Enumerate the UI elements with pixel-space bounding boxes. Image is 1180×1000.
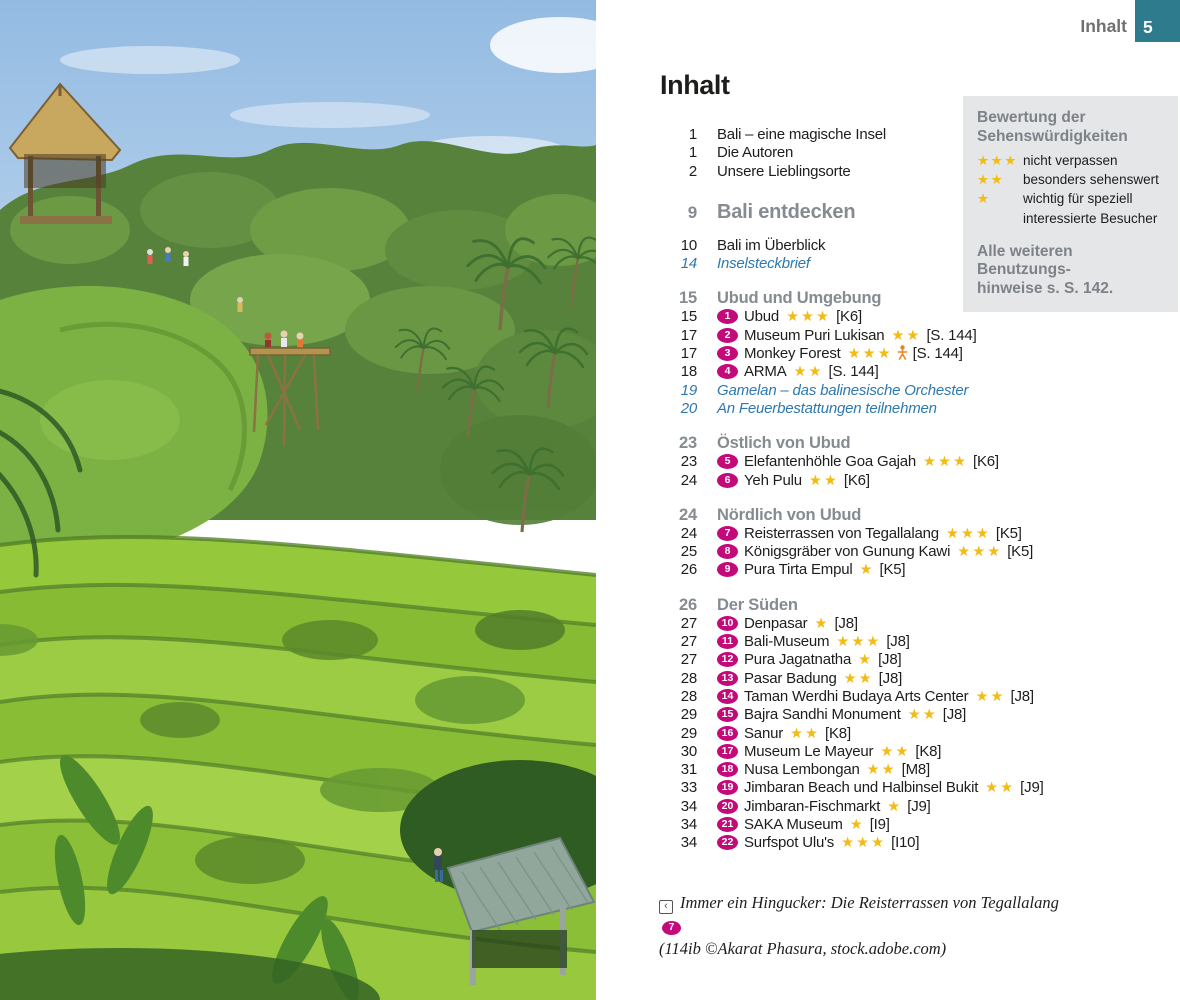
entry-title: Reisterrassen von Tegallalang [744, 524, 939, 542]
map-grid-reference: [J8] [886, 633, 910, 651]
entry-page-number: 10 [680, 236, 697, 254]
star-rating: ★ [859, 562, 875, 579]
caption-text: Immer ein Hingucker: Die Reisterrassen von Tegallalang [680, 893, 1059, 912]
map-number-badge: 10 [717, 616, 738, 631]
toc-section-heading [660, 596, 1005, 615]
star-rating: ★★ [790, 725, 821, 742]
entry-title: Monkey Forest [744, 345, 841, 363]
map-grid-reference: [K8] [915, 742, 942, 760]
entry-page-number: 31 [680, 761, 697, 779]
toc-entry [660, 651, 1005, 669]
entry-title: SAKA Museum [744, 816, 843, 834]
photo-caption [659, 891, 1079, 960]
star-rating: ★★ [907, 707, 938, 724]
entry-title: Jimbaran Beach und Halbinsel Bukit [744, 779, 979, 797]
caption-line [659, 891, 1079, 937]
entry-page-number: 28 [680, 687, 697, 705]
toc-entry [660, 327, 1005, 345]
rating-label: wichtig für speziell interessierte Besucher [1023, 191, 1158, 226]
rating-legend-box [963, 96, 1178, 312]
star-rating: ★ [849, 817, 865, 834]
toc-entry [660, 453, 1005, 471]
map-number-badge: 3 [717, 346, 738, 361]
rating-title-line: Sehenswürdigkeiten [977, 127, 1128, 145]
toc-entry [660, 779, 1044, 797]
entry-page-number: 28 [680, 669, 697, 687]
map-grid-reference: [M8] [901, 761, 930, 779]
entry-title: Bali-Museum [744, 633, 830, 651]
entry-title: Pasar Badung [744, 669, 837, 687]
entry-page-number: 34 [680, 834, 697, 852]
rating-legend-title [977, 109, 1165, 146]
entry-page-number: 1 [688, 144, 697, 162]
entry-title: Königsgräber von Gunung Kawi [744, 543, 951, 561]
map-number-badge: 20 [717, 799, 738, 814]
rating-legend-rows [977, 151, 1165, 228]
person-icon [897, 345, 908, 360]
section-page-number: 9 [687, 202, 697, 222]
map-number-badge: 11 [717, 634, 738, 649]
map-number-badge: 14 [717, 689, 738, 704]
entry-page-number: 23 [680, 453, 697, 471]
star-rating: ★★★ [923, 454, 968, 471]
toc-entry [660, 237, 1005, 255]
toc-section-heading [660, 434, 1005, 453]
map-grid-reference: [J8] [878, 651, 902, 669]
map-grid-reference: [J8] [834, 614, 858, 632]
map-number-badge: 21 [717, 817, 738, 832]
star-rating: ★ [887, 798, 903, 815]
entry-title: Nusa Lembongan [744, 761, 860, 779]
star-rating: ★★ [977, 172, 1005, 188]
toc-entry [660, 126, 1005, 144]
toc-section-heading [660, 202, 1005, 223]
toc-entry [660, 345, 1005, 363]
map-grid-reference: [J8] [942, 706, 967, 724]
entry-page-number: 17 [680, 326, 697, 344]
section-title: Der Süden [717, 595, 798, 614]
star-rating: ★★★ [841, 835, 887, 852]
entry-page-number: 17 [680, 345, 697, 363]
map-grid-reference: [K6] [973, 453, 999, 471]
entry-page-number: 2 [688, 162, 697, 180]
toc-entry [660, 816, 1005, 834]
section-page-number: 24 [679, 505, 697, 524]
page-number-tab [1135, 0, 1180, 42]
toc-entry [660, 163, 1005, 181]
toc-entry [660, 144, 1005, 162]
toc-entry [660, 743, 1005, 761]
entry-page-number: 34 [680, 797, 697, 815]
toc-section-heading [660, 289, 1005, 308]
star-rating: ★★★ [945, 525, 991, 542]
entry-page-number: 26 [680, 561, 697, 579]
entry-title: Denpasar [744, 614, 808, 632]
map-grid-reference: [J8] [878, 669, 903, 687]
star-rating: ★★ [793, 364, 824, 381]
star-rating: ★★★ [957, 544, 1003, 561]
entry-title: Yeh Pulu [744, 471, 802, 489]
toc-entry [660, 524, 1022, 543]
section-title: Östlich von Ubud [717, 434, 851, 453]
caption-map-badge: 7 [662, 921, 681, 935]
page-number: 5 [1143, 17, 1153, 37]
entry-title: Bali – eine magische Insel [717, 126, 887, 143]
toc-entry [660, 255, 1005, 273]
map-grid-reference: [K8] [825, 724, 851, 742]
entry-page-number: 34 [680, 816, 697, 834]
entry-page-number: 14 [680, 255, 697, 273]
entry-page-number: 24 [680, 471, 697, 489]
star-rating: ★★★ [847, 346, 893, 363]
toc-entry [660, 400, 1005, 418]
entry-title: Pura Jagatnatha [744, 651, 852, 669]
entry-page-number: 15 [680, 308, 697, 326]
entry-page-number: 18 [680, 363, 697, 381]
entry-title: Pura Tirta Empul [744, 561, 853, 579]
rating-label: nicht verpassen [1023, 153, 1118, 168]
map-number-badge: 1 [717, 309, 738, 324]
toc-section-heading [660, 506, 1005, 525]
entry-title: Museum Puri Lukisan [744, 326, 885, 344]
entry-page-number: 33 [680, 779, 697, 797]
entry-title: Ubud [744, 308, 780, 326]
entry-page-number: 27 [680, 651, 697, 669]
entry-title: Sanur [744, 724, 784, 742]
map-number-badge: 12 [717, 652, 738, 667]
entry-title: Bajra Sandhi Monument [744, 706, 901, 724]
entry-title: Bali im Überblick [717, 236, 826, 254]
entry-title: Surfspot Ulu's [744, 834, 835, 852]
map-number-badge: 17 [717, 744, 738, 759]
map-grid-reference: [S. 144] [926, 326, 977, 344]
map-grid-reference: [S. 144] [912, 345, 963, 363]
section-page-number: 15 [679, 289, 697, 308]
toc-entry [660, 561, 1005, 579]
toc-entry [660, 615, 1005, 633]
toc-entry [660, 687, 1034, 706]
map-grid-reference: [S. 144] [828, 363, 879, 381]
star-rating: ★ [977, 191, 991, 207]
toc-entry [660, 798, 1005, 816]
map-number-badge: 15 [717, 707, 738, 722]
entry-title: Jimbaran-Fischmarkt [744, 797, 881, 815]
section-title: Bali entdecken [717, 200, 856, 223]
contents-title: Inhalt [660, 70, 730, 100]
section-title: Ubud und Umgebung [717, 289, 882, 308]
star-rating: ★★ [843, 670, 874, 687]
star-rating: ★★★ [836, 634, 882, 651]
star-rating: ★★ [891, 327, 922, 344]
rating-legend-row [977, 170, 1165, 189]
entry-page-number: 1 [688, 126, 697, 143]
entry-title: ARMA [744, 363, 787, 381]
star-rating: ★★ [975, 688, 1006, 705]
page-header [1080, 0, 1180, 42]
rating-title-line: Bewertung der [977, 109, 1086, 126]
map-grid-reference: [K6] [843, 471, 870, 489]
entry-title: Gamelan – das balinesische Orchester [717, 381, 969, 399]
map-grid-reference: [I10] [891, 834, 920, 852]
map-number-badge: 19 [717, 780, 738, 795]
star-rating: ★★ [985, 780, 1016, 797]
map-grid-reference: [K5] [995, 524, 1022, 542]
star-rating: ★ [814, 615, 830, 632]
entry-title: Elefantenhöhle Goa Gajah [744, 453, 916, 471]
star-rating: ★★★ [977, 153, 1018, 168]
section-title: Nördlich von Ubud [717, 505, 862, 524]
map-number-badge: 8 [717, 544, 738, 559]
toc-entry [660, 834, 1005, 852]
entry-title: Die Autoren [717, 144, 794, 162]
toc-entry [660, 633, 1005, 651]
map-number-badge: 13 [717, 671, 738, 686]
star-rating: ★ [858, 652, 874, 669]
entry-page-number: 27 [680, 633, 697, 651]
toc-entry [660, 761, 1005, 779]
entry-title: Museum Le Mayeur [744, 742, 874, 760]
toc-entry [660, 670, 1005, 688]
map-number-badge: 9 [717, 562, 738, 577]
map-number-badge: 22 [717, 835, 738, 850]
toc-entry [660, 382, 1005, 400]
toc-entry [660, 308, 1005, 326]
map-number-badge: 16 [717, 726, 738, 741]
entry-page-number: 30 [680, 742, 697, 760]
rating-note-line: hinweise s. S. 142. [977, 279, 1114, 297]
entry-page-number: 29 [680, 724, 697, 742]
map-number-badge: 7 [717, 526, 738, 541]
map-grid-reference: [K5] [879, 561, 906, 579]
rating-legend-row [977, 189, 1165, 227]
section-page-number: 23 [679, 434, 697, 453]
page-header-title: Inhalt [1080, 16, 1127, 36]
toc-entry [660, 363, 1005, 381]
toc-entry [660, 706, 1005, 724]
entry-page-number: 27 [680, 614, 697, 632]
toc-entry [660, 725, 1005, 743]
star-rating: ★★★ [786, 309, 832, 326]
map-number-badge: 6 [717, 473, 738, 488]
entry-page-number: 19 [680, 381, 697, 399]
map-number-badge: 2 [717, 328, 738, 343]
entry-page-number: 29 [680, 706, 697, 724]
entry-title: Unsere Lieblingsorte [717, 162, 851, 180]
toc-entry [660, 543, 1034, 561]
rating-note-line: Alle weiteren Benutzungs- [977, 242, 1073, 279]
map-number-badge: 5 [717, 454, 738, 469]
entry-page-number: 25 [680, 543, 697, 561]
toc-entry [660, 472, 1005, 490]
entry-title: Inselsteckbrief [717, 255, 810, 273]
rating-label: besonders sehenswert [1023, 172, 1159, 188]
star-rating: ★★ [866, 762, 897, 779]
map-grid-reference: [J8] [1010, 687, 1034, 705]
map-grid-reference: [J9] [907, 797, 931, 815]
rating-legend-row [977, 151, 1165, 170]
map-grid-reference: [K6] [836, 308, 862, 326]
entry-title: An Feuerbestattungen teilnehmen [717, 399, 937, 417]
map-grid-reference: [J9] [1020, 779, 1044, 797]
map-number-badge: 18 [717, 762, 738, 777]
entry-page-number: 24 [680, 524, 697, 542]
entry-title: Taman Werdhi Budaya Arts Center [744, 687, 969, 705]
section-page-number: 26 [679, 595, 697, 614]
map-number-badge: 4 [717, 364, 738, 379]
star-rating: ★★ [880, 743, 911, 760]
rating-legend-note [977, 243, 1165, 299]
map-grid-reference: [I9] [869, 816, 890, 834]
photo-left-arrow-icon: ‹ [659, 900, 673, 914]
map-grid-reference: [K5] [1007, 543, 1034, 561]
entry-page-number: 20 [680, 399, 697, 417]
star-rating: ★★ [808, 472, 839, 489]
caption-credit: (114ib ©Akarat Phasura, stock.adobe.com) [659, 939, 947, 958]
